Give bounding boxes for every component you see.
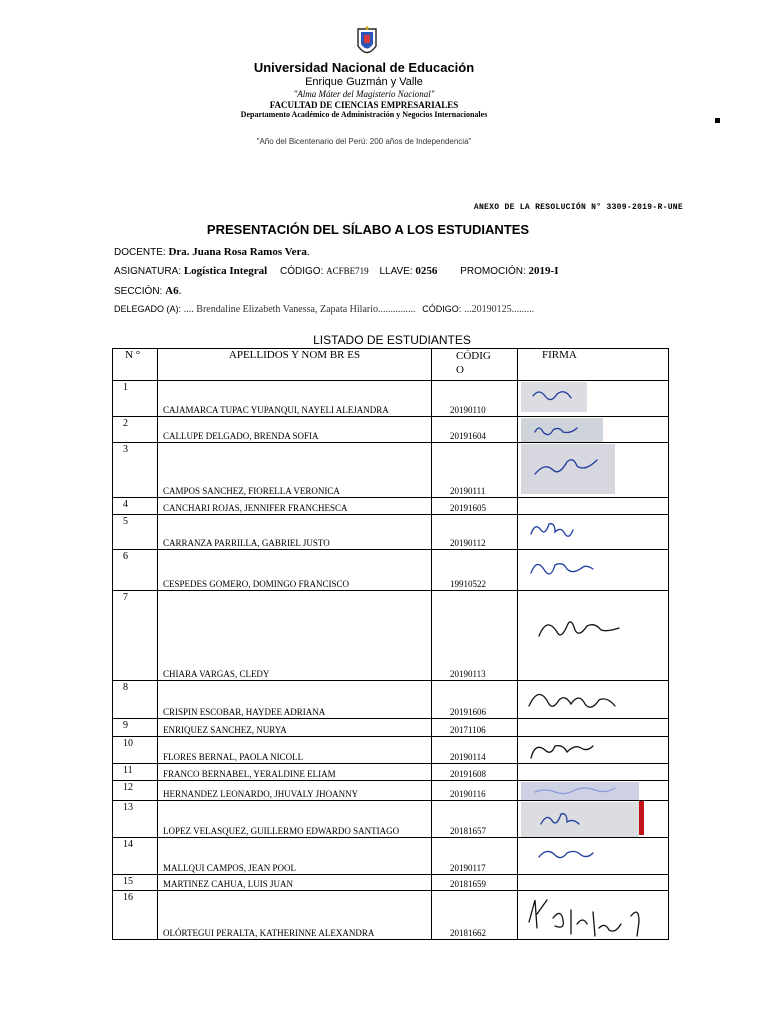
signature-cell bbox=[518, 681, 669, 719]
student-code-cell bbox=[432, 719, 518, 737]
student-name-cell bbox=[158, 550, 432, 591]
row-number: 15 bbox=[113, 875, 158, 891]
table-row bbox=[113, 591, 669, 681]
signature-cell bbox=[518, 838, 669, 875]
row-number: 4 bbox=[113, 498, 158, 515]
student-code-cell bbox=[432, 681, 518, 719]
student-code: 20181657 bbox=[450, 826, 486, 836]
table-row bbox=[113, 875, 669, 891]
table-header-row bbox=[113, 349, 669, 381]
seccion-label: SECCIÓN: bbox=[114, 286, 163, 297]
table-row bbox=[113, 498, 669, 515]
student-code: 20171106 bbox=[450, 725, 486, 735]
row-number: 3 bbox=[113, 443, 158, 498]
table-row bbox=[113, 838, 669, 875]
table-row bbox=[113, 801, 669, 838]
student-name: CARRANZA PARRILLA, GABRIEL JUSTO bbox=[163, 538, 330, 548]
student-code-cell bbox=[432, 764, 518, 781]
row-number: 8 bbox=[113, 681, 158, 719]
signature-cell bbox=[518, 443, 669, 498]
student-name: FLORES BERNAL, PAOLA NICOLL bbox=[163, 752, 304, 762]
handwritten-signature bbox=[521, 782, 639, 800]
llave-label: LLAVE: bbox=[379, 266, 413, 277]
student-code: 20191605 bbox=[450, 503, 486, 513]
year-motto: "Año del Bicentenario del Perú: 200 años de Independencia" bbox=[256, 137, 472, 146]
university-subname: Enrique Guzmán y Valle bbox=[305, 76, 423, 88]
row-number: 11 bbox=[113, 764, 158, 781]
student-name: MALLQUI CAMPOS, JEAN POOL bbox=[163, 863, 297, 873]
header-num: N ° bbox=[113, 349, 158, 381]
student-name: OLÓRTEGUI PERALTA, KATHERINNE ALEXANDRA bbox=[163, 928, 375, 938]
header-signature: FIRMA bbox=[518, 349, 669, 381]
department-name: Departamento Académico de Administración y Negocios Internacionales bbox=[240, 110, 488, 119]
table-row bbox=[113, 550, 669, 591]
signature-cell bbox=[518, 550, 669, 591]
signature-cell bbox=[518, 875, 669, 891]
table-row bbox=[113, 443, 669, 498]
student-code-cell bbox=[432, 417, 518, 443]
row-number: 2 bbox=[113, 417, 158, 443]
asignatura-label: ASIGNATURA: bbox=[114, 266, 182, 277]
seccion-value: A6 bbox=[165, 285, 179, 297]
table-row bbox=[113, 417, 669, 443]
student-code: 20190114 bbox=[450, 752, 486, 762]
student-code-cell bbox=[432, 891, 518, 940]
row-number: 9 bbox=[113, 719, 158, 737]
student-name-cell bbox=[158, 417, 432, 443]
bullet-mark bbox=[715, 118, 720, 123]
table-row bbox=[113, 764, 669, 781]
table-row bbox=[113, 719, 669, 737]
student-name-cell bbox=[158, 838, 432, 875]
student-name: CHIARA VARGAS, CLEDY bbox=[163, 669, 270, 679]
student-code-cell bbox=[432, 443, 518, 498]
codigo-label: CÓDIGO: bbox=[280, 266, 324, 277]
table-row bbox=[113, 891, 669, 940]
table-row bbox=[113, 737, 669, 764]
table-row bbox=[113, 781, 669, 801]
student-code: 20190111 bbox=[450, 486, 486, 496]
handwritten-signature bbox=[521, 738, 605, 762]
student-name-cell bbox=[158, 719, 432, 737]
header-name: APELLIDOS Y NOM BR ES bbox=[158, 349, 432, 381]
asignatura-value: Logística Integral bbox=[183, 265, 268, 277]
asignatura-row bbox=[114, 265, 558, 277]
student-name-cell bbox=[158, 591, 432, 681]
signature-cell bbox=[518, 801, 669, 838]
listado-title: LISTADO DE ESTUDIANTES bbox=[313, 333, 471, 347]
row-number: 7 bbox=[113, 591, 158, 681]
student-code: 20190110 bbox=[450, 405, 486, 415]
row-number: 6 bbox=[113, 550, 158, 591]
student-name-cell bbox=[158, 681, 432, 719]
student-name: ENRIQUEZ SANCHEZ, NURYA bbox=[163, 725, 287, 735]
signature-cell bbox=[518, 891, 669, 940]
student-name: CALLUPE DELGADO, BRENDA SOFIA bbox=[163, 431, 319, 441]
handwritten-signature bbox=[521, 551, 611, 587]
table-row bbox=[113, 681, 669, 719]
student-code-cell bbox=[432, 801, 518, 838]
promocion-value: 2019-I bbox=[528, 265, 559, 277]
faculty-name: FACULTAD DE CIENCIAS EMPRESARIALES bbox=[269, 100, 459, 110]
signature-cell bbox=[518, 719, 669, 737]
signature-cell bbox=[518, 591, 669, 681]
student-name-cell bbox=[158, 498, 432, 515]
student-code-cell bbox=[432, 838, 518, 875]
handwritten-signature bbox=[521, 892, 667, 938]
delegado-codigo-label: CÓDIGO: bbox=[422, 304, 462, 314]
student-code-cell bbox=[432, 781, 518, 801]
student-code-cell bbox=[432, 550, 518, 591]
student-code-cell bbox=[432, 498, 518, 515]
handwritten-signature bbox=[521, 382, 587, 412]
student-name-cell bbox=[158, 443, 432, 498]
signature-cell bbox=[518, 781, 669, 801]
student-name: CRISPIN ESCOBAR, HAYDEE ADRIANA bbox=[163, 707, 326, 717]
student-name-cell bbox=[158, 737, 432, 764]
llave-value: 0256 bbox=[415, 265, 438, 277]
student-code: 20190113 bbox=[450, 669, 486, 679]
student-code-cell bbox=[432, 381, 518, 417]
student-name: CESPEDES GOMERO, DOMINGO FRANCISCO bbox=[163, 579, 350, 589]
row-number: 10 bbox=[113, 737, 158, 764]
annex-reference: ANEXO DE LA RESOLUCIÓN N° 3309-2019-R-UNE bbox=[473, 203, 683, 212]
student-name: LOPEZ VELASQUEZ, GUILLERMO EDWARDO SANTIAGO bbox=[163, 826, 400, 836]
docente-label: DOCENTE: bbox=[114, 247, 166, 258]
document-title: PRESENTACIÓN DEL SÍLABO A LOS ESTUDIANTES bbox=[206, 222, 530, 237]
student-code: 20181659 bbox=[450, 879, 486, 889]
handwritten-signature bbox=[521, 682, 621, 716]
row-number: 16 bbox=[113, 891, 158, 940]
signature-cell bbox=[518, 764, 669, 781]
seccion-row: SECCIÓN: A6. bbox=[114, 285, 182, 297]
university-motto: "Alma Máter del Magisterio Nacional" bbox=[293, 89, 435, 99]
student-code: 20181662 bbox=[450, 928, 486, 938]
university-name: Universidad Nacional de Educación bbox=[253, 60, 475, 75]
student-table bbox=[112, 348, 669, 940]
handwritten-signature bbox=[521, 444, 615, 494]
student-code-cell bbox=[432, 515, 518, 550]
handwritten-signature bbox=[521, 592, 631, 672]
row-number: 14 bbox=[113, 838, 158, 875]
row-number: 12 bbox=[113, 781, 158, 801]
student-name: CANCHARI ROJAS, JENNIFER FRANCHESCA bbox=[163, 503, 348, 513]
delegado-label: DELEGADO (A): bbox=[114, 304, 182, 314]
student-name: HERNANDEZ LEONARDO, JHUVALY JHOANNY bbox=[163, 789, 359, 799]
handwritten-signature bbox=[521, 802, 639, 837]
delegado-value: .... Brendaline Elizabeth Vanessa, Zapata Hilario............... bbox=[183, 304, 416, 315]
signature-cell bbox=[518, 515, 669, 550]
student-code-cell bbox=[432, 591, 518, 681]
student-name-cell bbox=[158, 381, 432, 417]
student-name: CAMPOS SANCHEZ, FIORELLA VERONICA bbox=[163, 486, 340, 496]
student-name-cell bbox=[158, 515, 432, 550]
student-code: 20191604 bbox=[450, 431, 486, 441]
student-code: 20190116 bbox=[450, 789, 486, 799]
docente-value: Dra. Juana Rosa Ramos Vera bbox=[168, 246, 307, 258]
header-code: CÓDIG O bbox=[432, 349, 518, 381]
student-code: 19910522 bbox=[450, 579, 486, 589]
docente-row: DOCENTE: Dra. Juana Rosa Ramos Vera. bbox=[114, 246, 310, 258]
student-code: 20191608 bbox=[450, 769, 486, 779]
delegado-row bbox=[114, 304, 534, 315]
table-row bbox=[113, 381, 669, 417]
student-name-cell bbox=[158, 764, 432, 781]
handwritten-signature bbox=[521, 516, 593, 546]
red-mark bbox=[639, 801, 644, 835]
student-name-cell bbox=[158, 891, 432, 940]
row-number: 5 bbox=[113, 515, 158, 550]
student-name-cell bbox=[158, 781, 432, 801]
student-code: 20190117 bbox=[450, 863, 486, 873]
table-row bbox=[113, 515, 669, 550]
codigo-value: ACFBE719 bbox=[326, 266, 369, 276]
signature-cell bbox=[518, 737, 669, 764]
student-code: 20191606 bbox=[450, 707, 486, 717]
student-name: MARTINEZ CAHUA, LUIS JUAN bbox=[163, 879, 293, 889]
university-seal-logo bbox=[355, 26, 379, 60]
signature-cell bbox=[518, 381, 669, 417]
student-name: CAJAMARCA TUPAC YUPANQUI, NAYELI ALEJANDRA bbox=[163, 405, 389, 415]
handwritten-signature bbox=[521, 839, 613, 873]
student-name-cell bbox=[158, 875, 432, 891]
student-code-cell bbox=[432, 875, 518, 891]
delegado-codigo-value: ...20190125......... bbox=[464, 304, 535, 315]
student-name: FRANCO BERNABEL, YERALDINE ELIAM bbox=[163, 769, 336, 779]
row-number: 1 bbox=[113, 381, 158, 417]
handwritten-signature bbox=[521, 418, 603, 442]
promocion-label: PROMOCIÓN: bbox=[460, 266, 526, 277]
student-code: 20190112 bbox=[450, 538, 486, 548]
signature-cell bbox=[518, 498, 669, 515]
row-number: 13 bbox=[113, 801, 158, 838]
signature-cell bbox=[518, 417, 669, 443]
student-name-cell bbox=[158, 801, 432, 838]
student-code-cell bbox=[432, 737, 518, 764]
